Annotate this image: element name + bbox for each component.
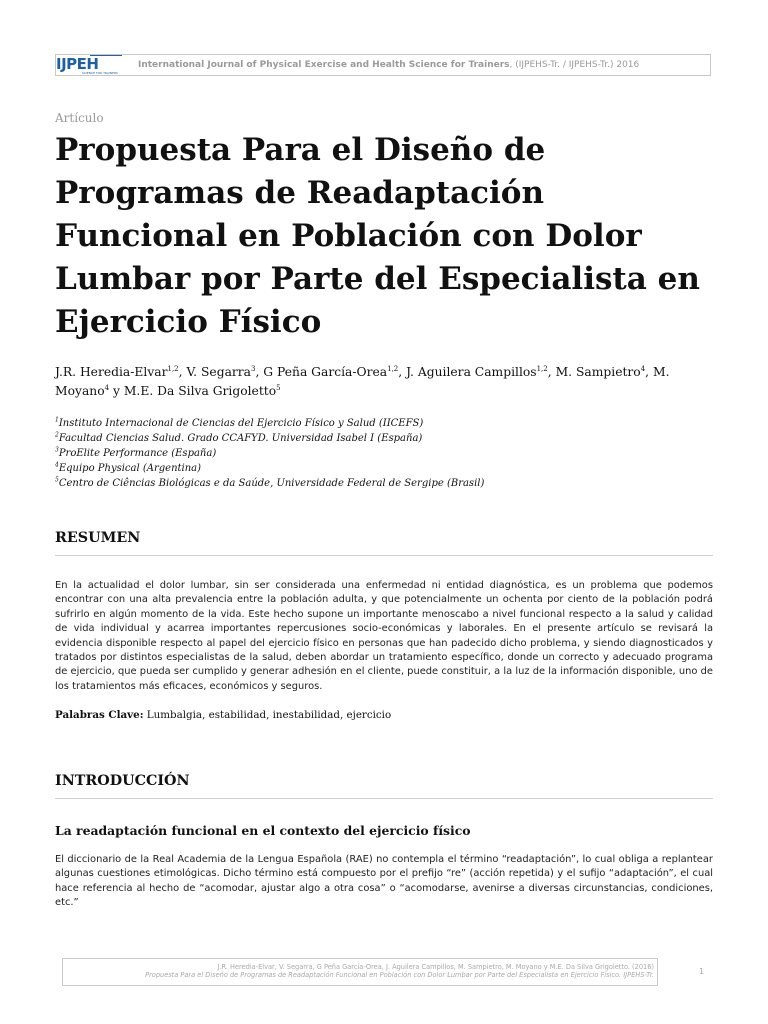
journal-header	[55, 54, 711, 76]
affiliation-item	[55, 461, 715, 476]
page-footer	[62, 958, 658, 986]
affiliation-list	[55, 416, 715, 491]
author-separator: ,	[255, 365, 264, 379]
journal-logo	[56, 55, 130, 77]
journal-citation	[138, 60, 639, 70]
author-affiliation-ref: 4	[104, 383, 110, 392]
footer-citation: J.R. Heredia-Elvar, V. Segarra, G Peña García-Orea, J. Aguilera Campillos, M. Sampietro, M. Moyano y M.E. Da Silva Grigoletto. (2016)	[217, 963, 654, 971]
author: M. Moyano	[55, 365, 670, 398]
author: V. Segarra	[186, 365, 251, 379]
author-list	[55, 363, 717, 401]
author-separator: ,	[178, 365, 187, 379]
affiliation-item	[55, 416, 715, 431]
introduccion-subheading: La readaptación funcional en el contexto del ejercicio físico	[55, 823, 471, 838]
author-affiliation-ref: 1,2	[387, 364, 399, 373]
affiliation-item	[55, 431, 715, 446]
keywords-list: Lumbalgia, estabilidad, inestabilidad, ejercicio	[143, 709, 392, 721]
affiliation-text: Equipo Physical (Argentina)	[58, 463, 202, 474]
author: G Peña García-Orea	[263, 365, 388, 379]
affiliation-text: ProElite Performance (España)	[58, 448, 217, 459]
introduccion-heading: INTRODUCCIÓN	[55, 773, 713, 799]
author-affiliation-ref: 5	[276, 383, 281, 392]
introduccion-body: El diccionario de la Real Academia de la Lengua Española (RAE) no contempla el término “readaptación”, lo cual obliga a replantear algunas cuestiones etimológicas. Dicho término está compuesto por el prefijo “re” (acción repetida) y el sufijo “adaptación”, el cual hace referencia al hecho de “acomodar, ajustar algo a otra cosa” o “acomodarse, avenirse a diversas circunstancias, condiciones, etc.”	[55, 854, 713, 909]
keywords-label: Palabras Clave:	[55, 709, 144, 721]
affiliation-text: Centro de Ciências Biológicas e da Saúde, Universidade Federal de Sergipe (Brasil)	[58, 478, 485, 489]
affiliation-number: 5	[55, 476, 59, 484]
author-separator: ,	[547, 365, 556, 379]
author-affiliation-ref: 3	[251, 364, 256, 373]
affiliation-item	[55, 476, 715, 491]
article-type: Artículo	[55, 111, 104, 125]
resumen-heading: RESUMEN	[55, 530, 713, 556]
author: J.R. Heredia-Elvar	[55, 365, 168, 379]
affiliation-text: Facultad Ciencias Salud. Grado CCAFYD. Universidad Isabel I (España)	[58, 433, 423, 444]
author: J. Aguilera Campillos	[406, 365, 537, 379]
author: M. Sampietro	[555, 365, 641, 379]
author: M.E. Da Silva Grigoletto	[123, 384, 277, 398]
author-separator: ,	[398, 365, 407, 379]
article-title: Propuesta Para el Diseño de Programas de Readaptación Funcional en Población con Dolor Lumbar por Parte del Especialista en Ejercicio Físico	[55, 132, 700, 340]
journal-name: International Journal of Physical Exercise and Health Science for Trainers	[138, 60, 510, 70]
author-affiliation-ref: 4	[640, 364, 646, 373]
author-affiliation-ref: 1,2	[536, 364, 548, 373]
author-separator: ,	[645, 365, 653, 379]
affiliation-item	[55, 446, 715, 461]
footer-citation-title: Propuesta Para el Diseño de Programas de Readaptación Funcional en Población con Dolor Lumbar por Parte del Especialista en Ejercicio Físico. IJPEHS-Tr.	[145, 971, 654, 979]
resumen-body: En la actualidad el dolor lumbar, sin ser considerada una enfermedad ni entidad diagnóstica, es un problema que podemos encontrar con una alta prevalencia entre la población adulta, y que potencialmente un ochenta por ciento de la población podrá sufrirlo en algún momento de la vida. Este hecho supone un importante menoscabo a nivel funcional respecto a la salud y calidad de vida individual y acarrea importantes repercusiones socio-económicas y laborales. En el presente artículo se revisará la evidencia disponible respecto al papel del ejercicio físico en personas que han padecido dicho problema, y siendo diagnosticados y tratados por distintos especialistas de la salud, deben abordar un tratamiento específico, donde un correcto y adecuado programa de ejercicio, que pueda ser cumplido y generar adhesión en el cliente, puede constituir, a la luz de la información disponible, uno de los tratamientos más eficaces, económicos y seguros.	[55, 580, 713, 692]
logo-subtitle: SCIENCE FOR TRAINERS	[82, 71, 118, 75]
author-separator: y	[109, 384, 124, 398]
logo-wordmark: IJPEH	[56, 55, 99, 73]
journal-suffix: , (IJPEHS-Tr. / IJPEHS-Tr.) 2016	[509, 60, 640, 70]
affiliation-text: Instituto Internacional de Ciencias del Ejercicio Físico y Salud (IICEFS)	[58, 418, 424, 429]
affiliation-number: 2	[55, 431, 59, 439]
page-number: 1	[699, 967, 705, 976]
affiliation-number: 1	[55, 416, 59, 424]
author-affiliation-ref: 1,2	[167, 364, 179, 373]
keywords	[55, 709, 713, 721]
affiliation-number: 4	[55, 461, 59, 469]
affiliation-number: 3	[55, 446, 59, 454]
